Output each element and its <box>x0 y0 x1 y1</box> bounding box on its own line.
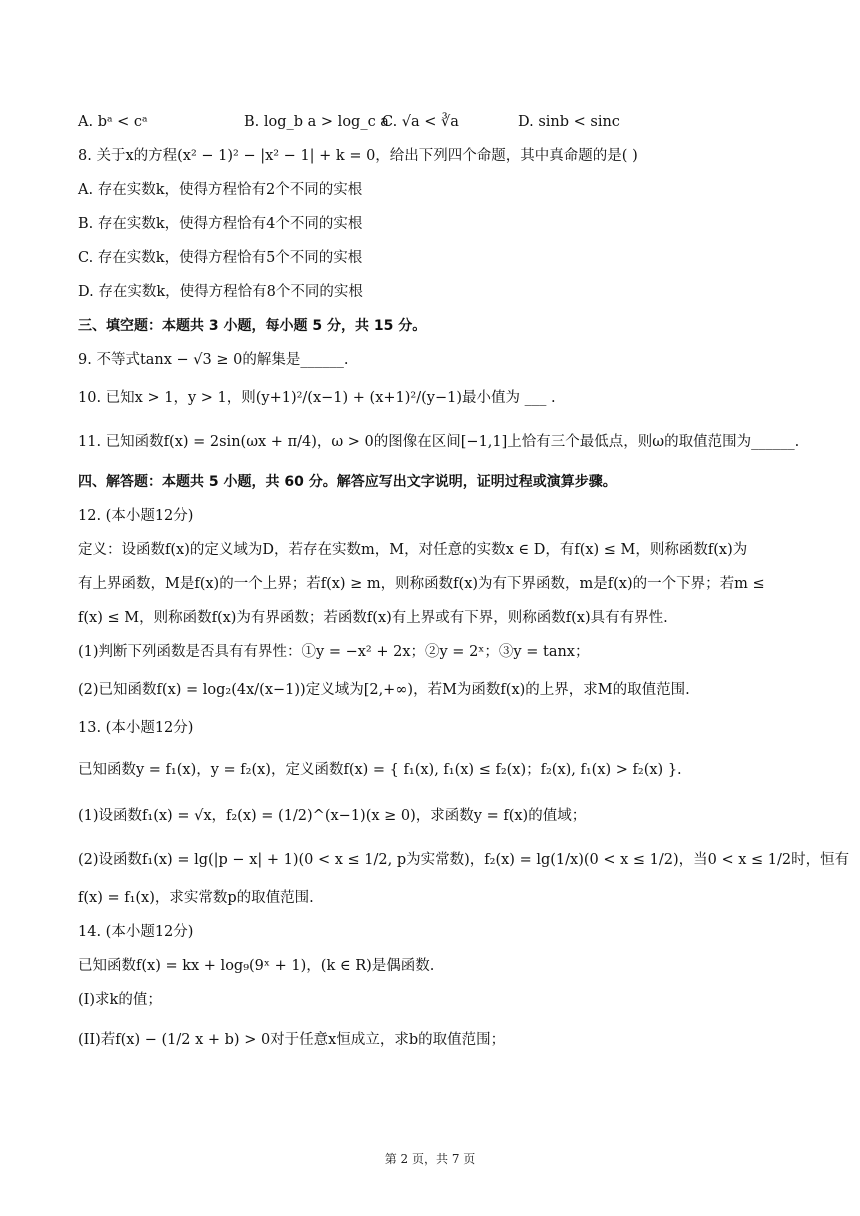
question-12-line-1: 定义：设函数f(x)的定义域为D，若存在实数m，M，对任意的实数x ∈ D，有f(x) ≤ M，则称函数f(x)为 <box>78 542 748 558</box>
section-4-heading: 四、解答题：本题共 5 小题，共 60 分。解答应写出文字说明，证明过程或演算步骤。 <box>78 474 617 490</box>
question-13-part-1: (1)设函数f₁(x) = √x，f₂(x) = (1/2)^(x−1)(x ≥ 0)，求函数y = f(x)的值域； <box>78 808 587 824</box>
question-7-options <box>78 112 790 132</box>
question-11: 11. 已知函数f(x) = 2sin(ωx + π/4)，ω > 0的图像在区间[−1,1]上恰有三个最低点，则ω的取值范围为______. <box>78 434 800 450</box>
question-12-part-1: (1)判断下列函数是否具有有界性：①y = −x² + 2x；②y = 2ˣ；③y = tanx； <box>78 644 590 660</box>
question-12-line-3: f(x) ≤ M，则称函数f(x)为有界函数；若函数f(x)有上界或有下界，则称函数f(x)具有有界性. <box>78 610 668 626</box>
option-7d: D. sinb < sinc <box>518 114 620 130</box>
question-8-option-c: C. 存在实数k，使得方程恰有5个不同的实根 <box>78 250 363 266</box>
question-12-line-2: 有上界函数，M是f(x)的一个上界；若f(x) ≥ m，则称函数f(x)为有下界函数，m是f(x)的一个下界；若m ≤ <box>78 576 765 592</box>
question-12-part-2: (2)已知函数f(x) = log₂(4x/(x−1))定义域为[2,+∞)，若M为函数f(x)的上界，求M的取值范围. <box>78 682 690 698</box>
question-8-option-b: B. 存在实数k，使得方程恰有4个不同的实根 <box>78 216 363 232</box>
question-13-definition: 已知函数y = f₁(x)，y = f₂(x)，定义函数f(x) = { f₁(x), f₁(x) ≤ f₂(x)；f₂(x), f₁(x) > f₂(x) }. <box>78 762 682 778</box>
question-14-part-2: (II)若f(x) − (1/2 x + b) > 0对于任意x恒成立，求b的取值范围； <box>78 1032 506 1048</box>
question-12-head: 12. (本小题12分) <box>78 508 194 524</box>
page-footer: 第 2 页，共 7 页 <box>384 1152 476 1166</box>
option-7c: C. √a < ∛a <box>382 114 459 130</box>
section-3-heading: 三、填空题：本题共 3 小题，每小题 5 分，共 15 分。 <box>78 318 427 334</box>
question-14-definition: 已知函数f(x) = kx + log₉(9ˣ + 1)，(k ∈ R)是偶函数. <box>78 958 435 974</box>
question-9: 9. 不等式tanx − √3 ≥ 0的解集是______. <box>78 352 349 368</box>
question-13-part-2a: (2)设函数f₁(x) = lg(|p − x| + 1)(0 < x ≤ 1/2, p为实常数)，f₂(x) = lg(1/x)(0 < x ≤ 1/2)，当0 < x ≤ 1/2时，恒有 <box>78 852 850 868</box>
question-13-part-2b: f(x) = f₁(x)，求实常数p的取值范围. <box>78 890 314 906</box>
option-7b: B. log_b a > log_c a <box>244 114 389 130</box>
question-8-option-a: A. 存在实数k，使得方程恰有2个不同的实根 <box>78 182 363 198</box>
question-13-head: 13. (本小题12分) <box>78 720 194 736</box>
option-7a: A. bᵃ < cᵃ <box>78 114 148 130</box>
question-14-head: 14. (本小题12分) <box>78 924 194 940</box>
question-10: 10. 已知x > 1，y > 1，则(y+1)²/(x−1) + (x+1)²/(y−1)最小值为 ___ . <box>78 390 556 406</box>
question-8-stem: 8. 关于x的方程(x² − 1)² − |x² − 1| + k = 0，给出下列四个命题，其中真命题的是( ) <box>78 148 638 164</box>
question-8-option-d: D. 存在实数k，使得方程恰有8个不同的实根 <box>78 284 363 300</box>
question-14-part-1: (I)求k的值； <box>78 992 162 1008</box>
